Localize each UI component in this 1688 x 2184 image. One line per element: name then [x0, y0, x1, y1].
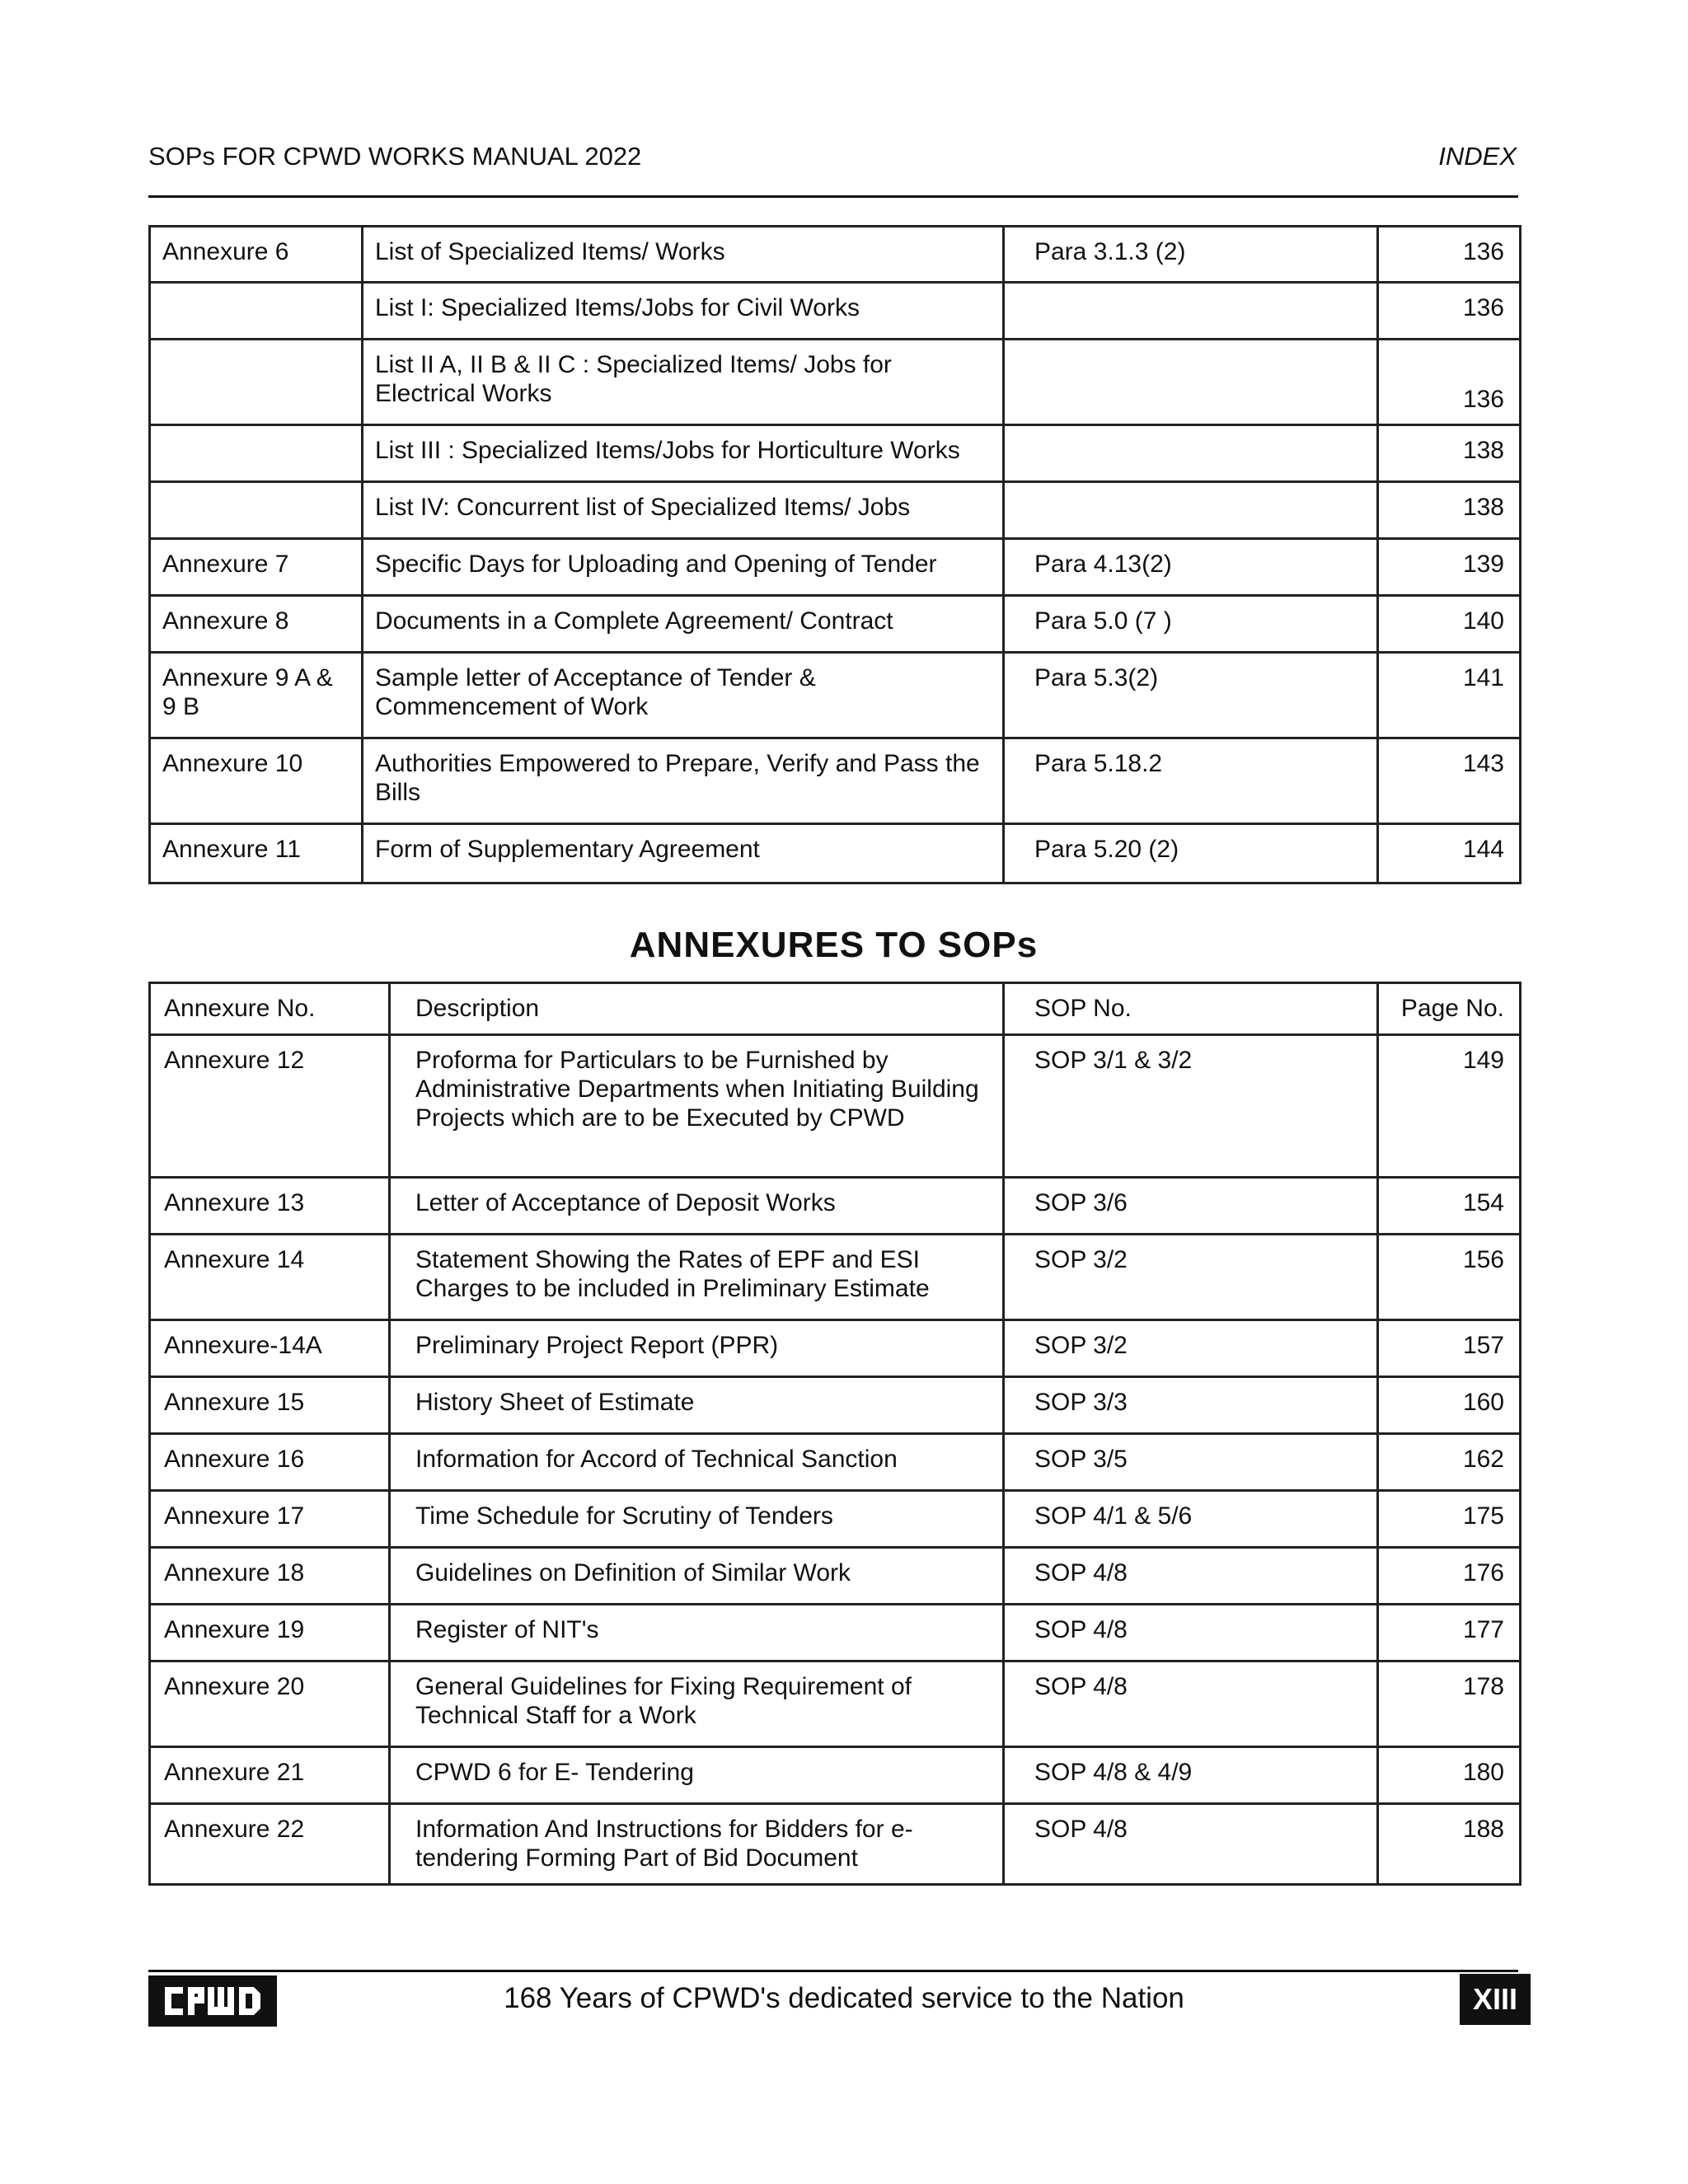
sop-cell: SOP 4/8 [1004, 1804, 1378, 1885]
table-row [150, 1320, 1521, 1377]
annexure-cell: Annexure 16 [150, 1434, 390, 1491]
description-cell: List I: Specialized Items/Jobs for Civil Works [363, 283, 1004, 340]
page-cell: 180 [1378, 1747, 1521, 1804]
annexure-cell: Annexure 22 [150, 1804, 390, 1885]
annexure-cell: Annexure 13 [150, 1178, 390, 1235]
page-cell: 149 [1378, 1035, 1521, 1178]
page-cell: 143 [1378, 738, 1521, 824]
sop-cell: SOP 4/8 [1004, 1661, 1378, 1747]
description-cell: Guidelines on Definition of Similar Work [390, 1548, 1004, 1605]
reference-cell [1004, 340, 1378, 425]
annexure-index-table [148, 225, 1522, 884]
description-cell: History Sheet of Estimate [390, 1377, 1004, 1434]
table-row [150, 340, 1521, 425]
footer-rule [148, 1970, 1518, 1972]
sop-cell: SOP 3/2 [1004, 1320, 1378, 1377]
table-row [150, 1434, 1521, 1491]
annexure-cell: Annexure 17 [150, 1491, 390, 1548]
sop-cell: SOP 4/8 & 4/9 [1004, 1747, 1378, 1804]
table-row [150, 824, 1521, 883]
annexure-cell: Annexure 6 [150, 227, 363, 283]
annexure-cell: Annexure 9 A & 9 B [150, 653, 363, 738]
annexure-cell: Annexure 15 [150, 1377, 390, 1434]
table-row [150, 1377, 1521, 1434]
page-cell: 162 [1378, 1434, 1521, 1491]
annexure-cell: Annexure 20 [150, 1661, 390, 1747]
header-description: Description [390, 983, 1004, 1035]
description-cell: Sample letter of Acceptance of Tender & Commencement of Work [363, 653, 1004, 738]
sop-cell: SOP 3/3 [1004, 1377, 1378, 1434]
description-cell: Form of Supplementary Agreement [363, 824, 1004, 883]
page-header [148, 142, 1517, 183]
annexure-cell: Annexure 10 [150, 738, 363, 824]
page-cell: 140 [1378, 596, 1521, 653]
header-rule [148, 195, 1518, 198]
reference-cell [1004, 482, 1378, 539]
header-annexure-no: Annexure No. [150, 983, 390, 1035]
annexure-cell: Annexure 21 [150, 1747, 390, 1804]
page-cell: 144 [1378, 824, 1521, 883]
table-row [150, 227, 1521, 283]
page-cell: 177 [1378, 1605, 1521, 1661]
table-row [150, 1491, 1521, 1548]
page-cell: 156 [1378, 1235, 1521, 1320]
table-row [150, 539, 1521, 596]
section-label: INDEX [1438, 142, 1517, 171]
reference-cell: Para 5.18.2 [1004, 738, 1378, 824]
page-cell: 188 [1378, 1804, 1521, 1885]
footer-tagline: 168 Years of CPWD's dedicated service to the Nation [504, 1982, 1184, 2014]
section-heading: ANNEXURES TO SOPs [629, 925, 1039, 965]
table-row [150, 1235, 1521, 1320]
annexure-cell [150, 283, 363, 340]
annexures-to-sops-table [148, 982, 1522, 1886]
description-cell: CPWD 6 for E- Tendering [390, 1747, 1004, 1804]
sop-cell: SOP 3/5 [1004, 1434, 1378, 1491]
page-cell: 136 [1378, 227, 1521, 283]
description-cell: Specific Days for Uploading and Opening of Tender [363, 539, 1004, 596]
description-cell: Statement Showing the Rates of EPF and ESI Charges to be included in Preliminary Estimate [390, 1235, 1004, 1320]
sop-cell: SOP 4/8 [1004, 1548, 1378, 1605]
page-cell: 138 [1378, 482, 1521, 539]
description-cell: List III : Specialized Items/Jobs for Horticulture Works [363, 425, 1004, 482]
table-header-row [150, 983, 1521, 1035]
annexure-cell: Annexure 18 [150, 1548, 390, 1605]
reference-cell: Para 5.3(2) [1004, 653, 1378, 738]
page-cell: 178 [1378, 1661, 1521, 1747]
table-row [150, 653, 1521, 738]
table-row [150, 283, 1521, 340]
sop-cell: SOP 4/8 [1004, 1605, 1378, 1661]
page-cell: 160 [1378, 1377, 1521, 1434]
reference-cell: Para 5.20 (2) [1004, 824, 1378, 883]
table-row [150, 425, 1521, 482]
table-row [150, 1605, 1521, 1661]
annexure-cell [150, 340, 363, 425]
page-cell: 136 [1378, 283, 1521, 340]
table-row [150, 738, 1521, 824]
annexure-cell: Annexure-14A [150, 1320, 390, 1377]
annexure-cell: Annexure 14 [150, 1235, 390, 1320]
description-cell: Authorities Empowered to Prepare, Verify and Pass the Bills [363, 738, 1004, 824]
annexure-cell: Annexure 12 [150, 1035, 390, 1178]
description-cell: List IV: Concurrent list of Specialized Items/ Jobs [363, 482, 1004, 539]
description-cell: Preliminary Project Report (PPR) [390, 1320, 1004, 1377]
reference-cell [1004, 283, 1378, 340]
table-row [150, 1035, 1521, 1178]
table-row [150, 482, 1521, 539]
sop-cell: SOP 3/6 [1004, 1178, 1378, 1235]
annexure-cell: Annexure 11 [150, 824, 363, 883]
reference-cell: Para 3.1.3 (2) [1004, 227, 1378, 283]
header-page-no: Page No. [1378, 983, 1521, 1035]
page-cell: 176 [1378, 1548, 1521, 1605]
description-cell: Letter of Acceptance of Deposit Works [390, 1178, 1004, 1235]
page-cell: 154 [1378, 1178, 1521, 1235]
annexure-cell: Annexure 19 [150, 1605, 390, 1661]
reference-cell: Para 4.13(2) [1004, 539, 1378, 596]
page-number: XIII [1460, 1974, 1531, 2025]
table-row [150, 596, 1521, 653]
reference-cell: Para 5.0 (7 ) [1004, 596, 1378, 653]
description-cell: List of Specialized Items/ Works [363, 227, 1004, 283]
annexure-cell [150, 425, 363, 482]
table-row [150, 1804, 1521, 1885]
description-cell: Register of NIT's [390, 1605, 1004, 1661]
description-cell: Information And Instructions for Bidders for e-tendering Forming Part of Bid Document [390, 1804, 1004, 1885]
annexure-cell: Annexure 7 [150, 539, 363, 596]
page-cell: 157 [1378, 1320, 1521, 1377]
table-row [150, 1661, 1521, 1747]
page-cell: 175 [1378, 1491, 1521, 1548]
reference-cell [1004, 425, 1378, 482]
description-cell: List II A, II B & II C : Specialized Items/ Jobs for Electrical Works [363, 340, 1004, 425]
sop-cell: SOP 3/1 & 3/2 [1004, 1035, 1378, 1178]
description-cell: Proforma for Particulars to be Furnished by Administrative Departments when Initiating Building Projects which are to be Executed by CPWD [390, 1035, 1004, 1178]
page-cell: 136 [1378, 340, 1521, 425]
sop-cell: SOP 3/2 [1004, 1235, 1378, 1320]
table-row [150, 1747, 1521, 1804]
header-sop-no: SOP No. [1004, 983, 1378, 1035]
page-cell: 141 [1378, 653, 1521, 738]
table-row [150, 1178, 1521, 1235]
table-row [150, 1548, 1521, 1605]
description-cell: Documents in a Complete Agreement/ Contract [363, 596, 1004, 653]
annexure-cell [150, 482, 363, 539]
page-cell: 138 [1378, 425, 1521, 482]
description-cell: Time Schedule for Scrutiny of Tenders [390, 1491, 1004, 1548]
annexure-cell: Annexure 8 [150, 596, 363, 653]
description-cell: Information for Accord of Technical Sanction [390, 1434, 1004, 1491]
description-cell: General Guidelines for Fixing Requirement of Technical Staff for a Work [390, 1661, 1004, 1747]
sop-cell: SOP 4/1 & 5/6 [1004, 1491, 1378, 1548]
document-title: SOPs FOR CPWD WORKS MANUAL 2022 [148, 142, 642, 171]
page-cell: 139 [1378, 539, 1521, 596]
